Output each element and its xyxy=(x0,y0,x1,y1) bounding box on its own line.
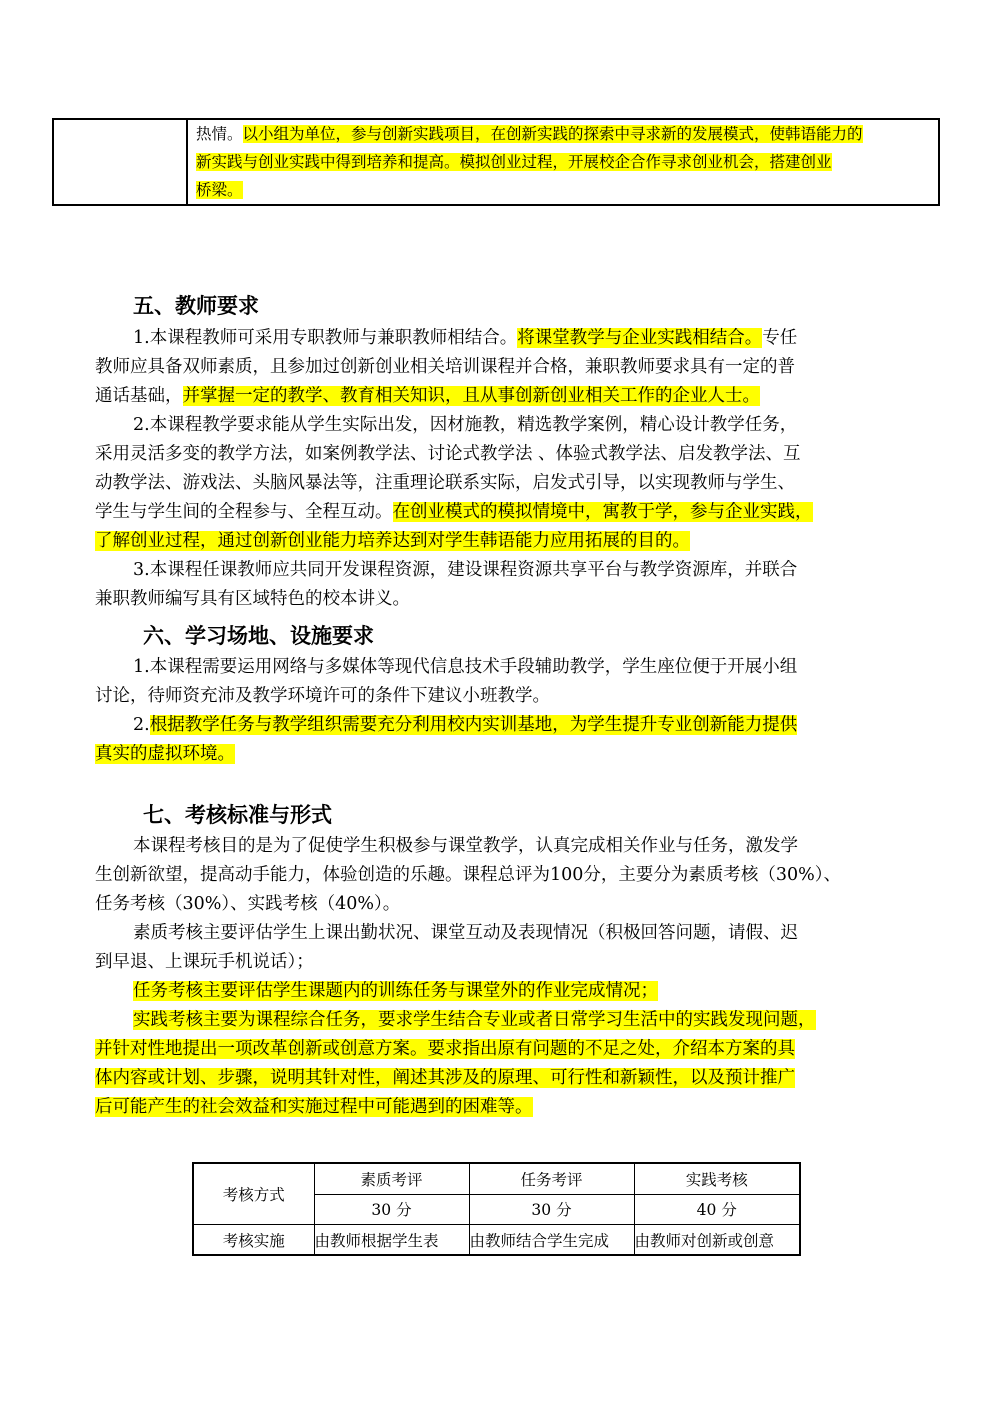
s5-p1-line3 xyxy=(95,382,898,411)
weight-task: 30 分 xyxy=(469,1194,634,1225)
s5-p2-l5-highlight: 了解创业过程，通过创新创业能力培养达到对学生韩语能力应用拓展的目的。 xyxy=(95,531,690,551)
s5-p1-l3-plain: 通话基础， xyxy=(95,386,183,406)
s6-p1-line2: 讨论，待师资充沛及教学环境许可的条件下建议小班教学。 xyxy=(95,686,550,706)
s6-p2-l1-highlight: 根据教学任务与教学组织需要充分利用校内实训基地，为学生提升专业创新能力提供 xyxy=(149,715,798,735)
weight-practice: 40 分 xyxy=(634,1194,800,1225)
s5-p1-l3-highlight: 并掌握一定的教学、教育相关知识，且从事创新创业相关工作的企业人士。 xyxy=(182,386,760,406)
top-table-fragment xyxy=(52,118,940,206)
section-5-heading: 五、教师要求 xyxy=(133,294,259,318)
col-header-practice: 实践考核 xyxy=(634,1163,800,1194)
col-header-task: 任务考评 xyxy=(469,1163,634,1194)
s5-p2-line5 xyxy=(95,527,898,556)
table-row xyxy=(193,1225,800,1256)
s5-p2-line3: 动教学法、游戏法、头脑风暴法等，注重理论联系实际，启发式引导，以实现教师与学生、 xyxy=(95,473,795,493)
s5-p1-line1 xyxy=(95,324,898,353)
impl-practice: 由教师对创新或创意 xyxy=(634,1225,800,1256)
s6-p2-l1-plain: 2. xyxy=(133,715,150,735)
impl-quality: 由教师根据学生表 xyxy=(314,1225,469,1256)
s7-p4-l3-highlight: 体内容或计划、步骤，说明其针对性，阐述其涉及的原理、可行性和新颖性，以及预计推广 xyxy=(95,1068,795,1088)
weight-quality: 30 分 xyxy=(314,1194,469,1225)
s7-p4-l1-highlight: 实践考核主要为课程综合任务，要求学生结合专业或者日常学习生活中的实践发现问题， xyxy=(133,1010,816,1030)
s5-p3-line2: 兼职教师编写具有区域特色的校本讲义。 xyxy=(95,589,410,609)
section-7-body xyxy=(95,832,898,1122)
table-row xyxy=(193,1163,800,1194)
s5-p1-l1-tail: 专任 xyxy=(762,328,798,348)
s7-p4-line3 xyxy=(95,1064,898,1093)
top-line-1-plain: 热情。 xyxy=(196,125,243,143)
s5-p2-line1: 2.本课程教学要求能从学生实际出发，因材施教，精选教学案例，精心设计教学任务， xyxy=(133,415,798,435)
top-table-right-cell xyxy=(187,119,939,205)
impl-task: 由教师结合学生完成 xyxy=(469,1225,634,1256)
s7-p2-line1: 素质考核主要评估学生上课出勤状况、课堂互动及表现情况（积极回答问题，请假、迟 xyxy=(133,923,798,943)
col-header-quality: 素质考评 xyxy=(314,1163,469,1194)
s7-p3-l1-highlight: 任务考核主要评估学生课题内的训练任务与课堂外的作业完成情况； xyxy=(133,981,658,1001)
s7-p4-l4-highlight: 后可能产生的社会效益和实施过程中可能遇到的困难等。 xyxy=(95,1097,533,1117)
s5-p2-line2: 采用灵活多变的教学方法，如案例教学法、讨论式教学法 、体验式教学法、启发教学法、互 xyxy=(95,444,801,464)
s5-p1-line2: 教师应具备双师素质，且参加过创新创业相关培训课程并合格，兼职教师要求具有一定的普 xyxy=(95,357,795,377)
s7-p3-line1 xyxy=(95,977,898,1006)
s7-p1-line1: 本课程考核目的是为了促使学生积极参与课堂教学，认真完成相关作业与任务，激发学 xyxy=(133,836,798,856)
section-6-heading: 六、学习场地、设施要求 xyxy=(143,624,374,648)
s7-p4-line2 xyxy=(95,1035,898,1064)
s5-p1-l1-highlight: 将课堂教学与企业实践相结合。 xyxy=(517,328,763,348)
s5-p3-line1: 3.本课程任课教师应共同开发课程资源，建设课程资源共享平台与教学资源库，并联合 xyxy=(133,560,798,580)
s7-p4-line4 xyxy=(95,1093,898,1122)
s6-p2-l2-highlight: 真实的虚拟环境。 xyxy=(95,744,235,764)
s5-p2-l4-plain: 学生与学生间的全程参与、全程互动。 xyxy=(95,502,393,522)
s5-p1-l1-plain: 1.本课程教师可采用专职教师与兼职教师相结合。 xyxy=(133,328,518,348)
section-5-body xyxy=(95,324,898,614)
section-6-body xyxy=(95,653,898,769)
s7-p2-line2: 到早退、上课玩手机说话）； xyxy=(95,952,314,972)
s5-p2-line4 xyxy=(95,498,898,527)
s5-p2-l4-highlight: 在创业模式的模拟情境中，寓教于学，参与企业实践， xyxy=(392,502,813,522)
s7-p4-l2-highlight: 并针对性地提出一项改革创新或创意方案。要求指出原有问题的不足之处，介绍本方案的具 xyxy=(95,1039,795,1059)
section-7-heading: 七、考核标准与形式 xyxy=(143,803,332,827)
top-line-1-highlight: 以小组为单位，参与创新实践项目，在创新实践的探索中寻求新的发展模式，使韩语能力的 xyxy=(242,125,863,143)
row-header-method: 考核方式 xyxy=(193,1163,314,1225)
s6-p2-line1 xyxy=(95,711,898,740)
top-line-2-highlight: 新实践与创业实践中得到培养和提高。模拟创业过程，开展校企合作寻求创业机会，搭建创业 xyxy=(196,153,832,171)
assessment-table xyxy=(192,1162,801,1256)
top-line-3-highlight: 桥梁。 xyxy=(196,181,243,199)
s7-p1-line3: 任务考核（30%）、实践考核（40%）。 xyxy=(95,894,401,914)
s6-p2-line2 xyxy=(95,740,898,769)
row-header-implementation: 考核实施 xyxy=(193,1225,314,1256)
top-table-left-cell xyxy=(53,119,187,205)
s7-p1-line2: 生创新欲望，提高动手能力，体验创造的乐趣。课程总评为100分，主要分为素质考核（30%）、 xyxy=(95,865,842,885)
s6-p1-line1: 1.本课程需要运用网络与多媒体等现代信息技术手段辅助教学，学生座位便于开展小组 xyxy=(133,657,798,677)
s7-p4-line1 xyxy=(95,1006,898,1035)
